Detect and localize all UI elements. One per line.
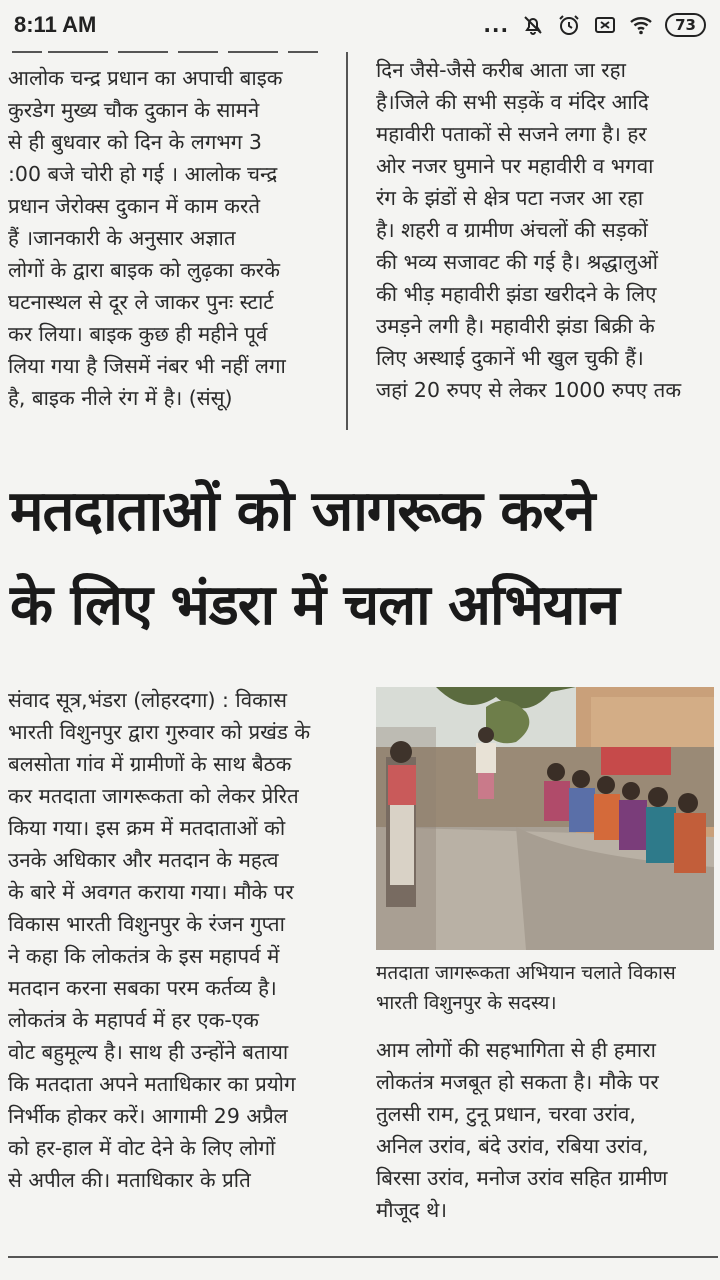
villagers-meeting-photo	[376, 687, 714, 950]
article-line: आम लोगों की सहभागिता से ही हमारा	[376, 1038, 656, 1062]
article-line: मतदान करना सबका परम कर्तव्य है।	[8, 976, 277, 1000]
article-line: लिया गया है जिसमें नंबर भी नहीं लगा	[8, 354, 286, 378]
bottom-rule	[8, 1256, 718, 1258]
article-line: ने कहा कि लोकतंत्र के इस महापर्व में	[8, 944, 280, 968]
caption-line: मतदाता जागरूकता अभियान चलाते विकास	[376, 962, 676, 984]
main-article-right	[376, 1034, 716, 1226]
article-line: वोट बहुमूल्य है। साथ ही उन्होंने बताया	[8, 1040, 289, 1064]
article-line: तुलसी राम, टुनू प्रधान, चरवा उरांव,	[376, 1102, 636, 1126]
article-line: के बारे में अवगत कराया गया। मौके पर	[8, 880, 294, 904]
headline	[10, 465, 715, 653]
status-time: 8:11 AM	[14, 12, 97, 37]
article-line: लोगों के द्वारा बाइक को लुढ़का करके	[8, 258, 280, 282]
article-line: किया गया। इस क्रम में मतदाताओं को	[8, 816, 286, 840]
battery-icon: 73	[665, 13, 706, 37]
article-line: ओर नजर घुमाने पर महावीरी व भगवा	[376, 154, 654, 178]
article-line: भारती विशुनपुर द्वारा गुरुवार को प्रखंड के	[8, 720, 311, 744]
cropped-text-fragment	[8, 44, 328, 58]
article-line: घटनास्थल से दूर ले जाकर पुनः स्टार्ट	[8, 290, 274, 314]
article-line: से ही बुधवार को दिन के लगभग 3	[8, 130, 262, 154]
column-divider	[346, 52, 348, 430]
article-line: है। शहरी व ग्रामीण अंचलों की सड़कों	[376, 218, 648, 242]
article-line: महावीरी पताकों से सजने लगा है। हर	[376, 122, 647, 146]
article-line: उमड़ने लगी है। महावीरी झंडा बिक्री के	[376, 314, 655, 338]
top-right-article	[376, 54, 714, 406]
article-line: उनके अधिकार और मतदान के महत्व	[8, 848, 279, 872]
status-icons	[483, 13, 706, 37]
photo-caption	[376, 958, 716, 1018]
article-line: निर्भीक होकर करें। आगामी 29 अप्रैल	[8, 1104, 288, 1128]
article-line: लिए अस्थाई दुकानें भी खुल चुकी हैं।	[376, 346, 644, 370]
article-line: रंग के झंडों से क्षेत्र पटा नजर आ रहा	[376, 186, 644, 210]
article-line: कि मतदाता अपने मताधिकार का प्रयोग	[8, 1072, 296, 1096]
article-line: कर लिया। बाइक कुछ ही महीने पूर्व	[8, 322, 268, 346]
article-line: की भीड़ महावीरी झंडा खरीदने के लिए	[376, 282, 657, 306]
article-line: की भव्य सजावट की गई है। श्रद्धालुओं	[376, 250, 658, 274]
status-bar	[0, 0, 720, 50]
article-line: संवाद सूत्र,भंडरा (लोहरदगा) : विकास	[8, 688, 288, 712]
article-line: :00 बजे चोरी हो गई । आलोक चन्द्र	[8, 162, 278, 186]
article-line: लोकतंत्र मजबूत हो सकता है। मौके पर	[376, 1070, 659, 1094]
article-line: बलसोता गांव में ग्रामीणों के साथ बैठक	[8, 752, 292, 776]
no-sim-icon	[593, 13, 617, 37]
news-photo	[376, 687, 714, 950]
article-line: से अपील की। मताधिकार के प्रति	[8, 1168, 251, 1192]
article-line: को हर-हाल में वोट देने के लिए लोगों	[8, 1136, 276, 1160]
article-line: हैं ।जानकारी के अनुसार अज्ञात	[8, 226, 236, 250]
article-line: मौजूद थे।	[376, 1198, 448, 1222]
article-line: है।जिले की सभी सड़कें व मंदिर आदि	[376, 90, 649, 114]
article-line: लोकतंत्र के महापर्व में हर एक-एक	[8, 1008, 259, 1032]
wifi-icon	[629, 13, 653, 37]
headline-line: के लिए भंडरा में चला अभियान	[10, 573, 619, 638]
caption-line: भारती विशुनपुर के सदस्य।	[376, 992, 557, 1014]
mute-bell-icon	[521, 13, 545, 37]
overflow-dots-icon: ...	[483, 13, 510, 37]
article-line: अनिल उरांव, बंदे उरांव, रबिया उरांव,	[376, 1134, 649, 1158]
article-line: आलोक चन्द्र प्रधान का अपाची बाइक	[8, 66, 283, 90]
top-left-article	[8, 62, 343, 414]
headline-line: मतदाताओं को जागरूक करने	[10, 479, 595, 544]
article-line: बिरसा उरांव, मनोज उरांव सहित ग्रामीण	[376, 1166, 668, 1190]
article-line: कर मतदाता जागरूकता को लेकर प्रेरित	[8, 784, 299, 808]
article-line: है, बाइक नीले रंग में है। (संसू)	[8, 386, 233, 410]
article-line: कुरडेग मुख्य चौक दुकान के सामने	[8, 98, 260, 122]
article-line: प्रधान जेरोक्स दुकान में काम करते	[8, 194, 261, 218]
alarm-clock-icon	[557, 13, 581, 37]
main-article-left	[8, 684, 350, 1196]
article-line: दिन जैसे-जैसे करीब आता जा रहा	[376, 58, 626, 82]
article-line: जहां 20 रुपए से लेकर 1000 रुपए तक	[376, 378, 682, 402]
article-line: विकास भारती विशुनपुर के रंजन गुप्ता	[8, 912, 285, 936]
